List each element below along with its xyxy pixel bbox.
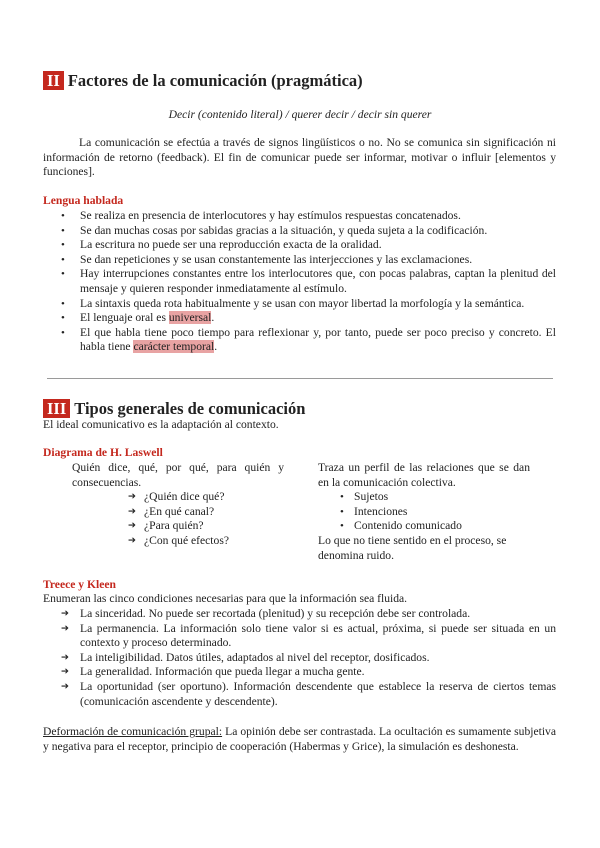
list-item: ➔ ¿Quién dice qué? — [108, 490, 284, 505]
section-3-title: Tipos generales de comunicación — [74, 399, 306, 418]
list-item: ➔ ¿Con qué efectos? — [108, 534, 284, 549]
list-item: • Contenido comunicado — [318, 519, 530, 534]
section-2-intro: La comunicación se efectúa a través de signos lingüísticos o no. No se comunica sin significación ni información de retorno (feedback). El fin de comunicar puede ser informar, motivar o influir [elementos y funciones]. — [43, 136, 556, 179]
laswell-right-text: Traza un perfil de las relaciones que se dan en la comunicación colectiva. — [318, 461, 530, 489]
section-2-heading — [43, 71, 363, 91]
section-2-subtitle: Decir (contenido literal) / querer decir / decir sin querer — [168, 108, 432, 121]
list-item: • Sujetos — [318, 490, 530, 505]
list-item: • El lenguaje oral es universal. — [43, 311, 556, 326]
list-item: • La sintaxis queda rota habitualmente y se usan con mayor libertad la morfología y la semántica. — [43, 297, 556, 312]
highlight-temporal: carácter temporal — [133, 340, 215, 354]
list-item: • Intenciones — [318, 505, 530, 520]
laswell-right-list — [318, 490, 530, 534]
laswell-questions — [108, 490, 284, 548]
section-2-badge: II — [43, 71, 64, 90]
oral-list — [43, 209, 556, 355]
list-item: • La escritura no puede ser una reproducción exacta de la oralidad. — [43, 238, 556, 253]
section-2-title: Factores de la comunicación (pragmática) — [67, 71, 363, 90]
deformation-text: La opinión debe ser contrastada. La ocultación es sumamente subjetiva y negativa para el receptor, principio de cooperación (Habermas y Grice), la simulación es deshonesta. — [43, 725, 556, 753]
laswell-right-note: Lo que no tiene sentido en el proceso, se denomina ruido. — [318, 533, 507, 562]
section-3-badge: III — [43, 399, 70, 418]
highlight-universal: universal — [168, 311, 212, 325]
list-item: • Se dan muchas cosas por sabidas gracias a la situación, y queda sujeta a la codificación. — [43, 224, 556, 239]
section-divider — [47, 378, 553, 379]
treece-kleen-list — [43, 607, 556, 709]
laswell-right-column — [318, 461, 530, 563]
deformation-label: Deformación de comunicación grupal: — [43, 725, 223, 738]
list-item: ➔ La sinceridad. No puede ser recortada (plenitud) y su recepción debe ser controlada. — [43, 607, 556, 622]
list-item: • Se realiza en presencia de interlocutores y hay estímulos respuestas concatenados. — [43, 209, 556, 224]
list-item: ➔ La permanencia. La información solo tiene valor si es actual, próxima, si puede ser situada en un contexto y proceso determinado. — [43, 622, 556, 651]
list-item: ➔ ¿Para quién? — [108, 519, 284, 534]
section-3-heading — [43, 399, 305, 419]
list-item: • Se dan repeticiones y se usan constantemente las interjecciones y las exclamaciones. — [43, 253, 556, 268]
laswell-left-text: Quién dice, qué, por qué, para quién y consecuencias. — [72, 461, 284, 489]
laswell-heading: Diagrama de H. Laswell — [43, 446, 163, 459]
treece-kleen-intro: Enumeran las cinco condiciones necesarias para que la información sea fluida. — [43, 592, 408, 605]
deformation-paragraph — [43, 725, 556, 754]
list-item: • El que habla tiene poco tiempo para reflexionar y, por tanto, puede ser poco preciso y concreto. El habla tiene carácter temporal. — [43, 326, 556, 355]
list-item: ➔ ¿En qué canal? — [108, 505, 284, 520]
list-item: • Hay interrupciones constantes entre los interlocutores que, con pocas palabras, captan la plenitud del mensaje y quieren responder inmediatamente al estímulo. — [43, 267, 556, 296]
oral-heading: Lengua hablada — [43, 194, 124, 207]
treece-kleen-heading: Treece y Kleen — [43, 578, 116, 591]
section-3-intro: El ideal comunicativo es la adaptación al contexto. — [43, 418, 279, 431]
list-item: ➔ La inteligibilidad. Datos útiles, adaptados al nivel del receptor, dosificados. — [43, 651, 556, 666]
list-item: ➔ La oportunidad (ser oportuno). Información descendente que establece la reserva de ciertos temas (comunicación ascendente y descendente). — [43, 680, 556, 709]
laswell-left-column — [72, 461, 284, 549]
list-item: ➔ La generalidad. Información que pueda llegar a mucha gente. — [43, 665, 556, 680]
